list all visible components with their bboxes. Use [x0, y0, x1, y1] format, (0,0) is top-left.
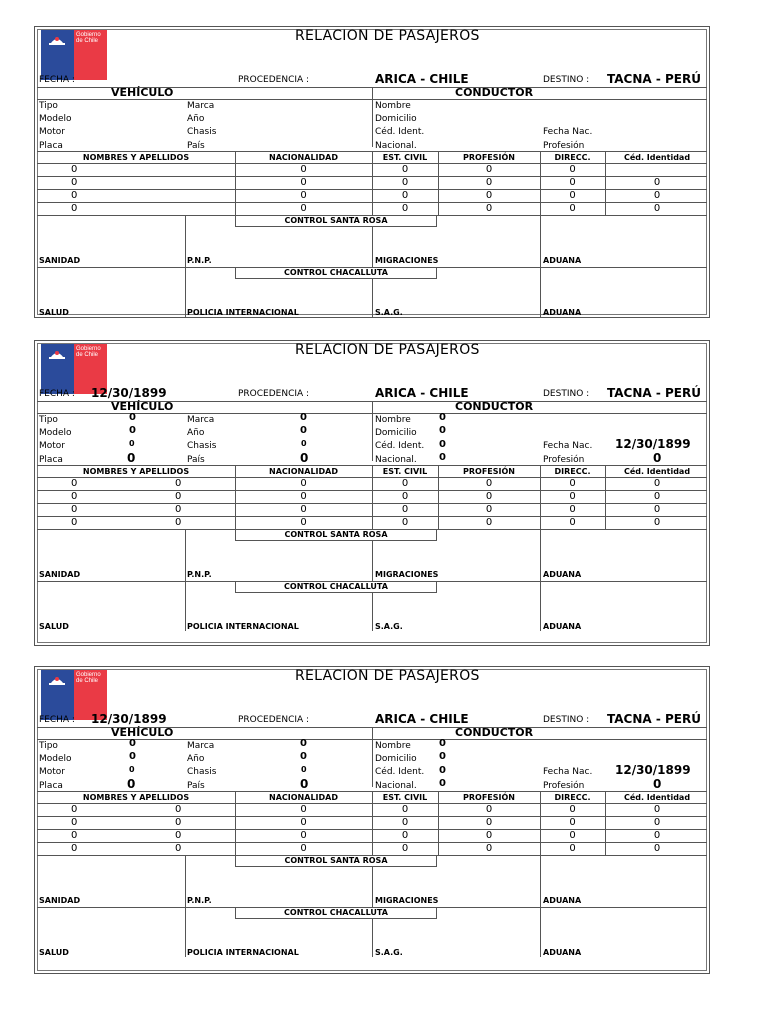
nombre-label: Nombre: [375, 415, 411, 425]
salud-label: SALUD: [39, 622, 69, 631]
cell-ced-identidad: 0: [653, 517, 661, 528]
marca-value: 0: [300, 738, 307, 749]
cell-ced-identidad: 0: [653, 804, 661, 815]
destino-value: TACNA - PERÚ: [607, 386, 701, 400]
passenger-form-3: [34, 666, 710, 974]
conductor-heading: CONDUCTOR: [455, 726, 534, 739]
col-header-nombres: NOMBRES Y APELLIDOS: [82, 467, 190, 476]
procedencia-label: PROCEDENCIA :: [238, 715, 310, 725]
cell-est-civil: 0: [401, 804, 409, 815]
motor-label: Motor: [39, 441, 66, 451]
pais-label: País: [187, 455, 205, 465]
cell-profesion: 0: [485, 491, 493, 502]
cell-profesion: 0: [485, 804, 493, 815]
cell-nombre: 0: [71, 517, 78, 528]
cell-nombre: 0: [71, 843, 78, 854]
domicilio-value: 0: [439, 425, 446, 436]
coat-of-arms-icon: [45, 673, 69, 687]
vehiculo-heading: VEHÍCULO: [111, 726, 174, 739]
aduana-label: ADUANA: [543, 896, 582, 905]
sanidad-label: SANIDAD: [39, 570, 81, 579]
col-header-nacionalidad: NACIONALIDAD: [269, 467, 338, 476]
cell-apellido: 0: [175, 517, 182, 528]
anio-label: Año: [187, 428, 205, 438]
cell-est-civil: 0: [401, 190, 409, 201]
policia-internacional-label: POLICIA INTERNACIONAL: [187, 622, 299, 631]
gobierno-de-chile-logo: [41, 30, 107, 80]
fecha-label: FECHA :: [39, 389, 75, 399]
domicilio-label: Domicilio: [375, 428, 417, 438]
marca-label: Marca: [187, 741, 215, 751]
nacional-value: 0: [439, 452, 446, 463]
cell-ced-identidad: 0: [653, 491, 661, 502]
cell-nacionalidad: 0: [300, 203, 307, 214]
cell-est-civil: 0: [401, 478, 409, 489]
sanidad-label: SANIDAD: [39, 896, 81, 905]
policia-internacional-label: POLICIA INTERNACIONAL: [187, 948, 299, 957]
cell-nombre: 0: [71, 478, 78, 489]
cell-direcc: 0: [569, 817, 576, 828]
marca-label: Marca: [187, 415, 215, 425]
cell-profesion: 0: [485, 478, 493, 489]
sag-label: S.A.G.: [375, 948, 403, 957]
cell-est-civil: 0: [401, 830, 409, 841]
pais-label: País: [187, 781, 205, 791]
cell-profesion: 0: [485, 190, 493, 201]
placa-value: 0: [127, 777, 136, 791]
migraciones-label: MIGRACIONES: [375, 570, 439, 579]
cell-direcc: 0: [569, 491, 576, 502]
cell-apellido: 0: [175, 491, 182, 502]
modelo-label: Modelo: [39, 754, 72, 764]
motor-value: 0: [129, 439, 135, 448]
cell-nombre: 0: [71, 804, 78, 815]
passenger-form-2: [34, 340, 710, 646]
col-header-nombres: NOMBRES Y APELLIDOS: [82, 153, 190, 162]
cell-direcc: 0: [569, 504, 576, 515]
col-header-profesion: PROFESIÓN: [463, 467, 515, 476]
cell-nombre: 0: [71, 817, 78, 828]
ced-ident-value: 0: [439, 765, 446, 776]
chasis-label: Chasis: [187, 127, 217, 137]
cell-direcc: 0: [569, 517, 576, 528]
motor-label: Motor: [39, 127, 66, 137]
col-header-nacionalidad: NACIONALIDAD: [269, 153, 338, 162]
cell-profesion: 0: [485, 830, 493, 841]
placa-value: 0: [127, 451, 136, 465]
nombre-value: 0: [439, 738, 446, 749]
cell-nombre: 0: [71, 190, 78, 201]
tipo-value: 0: [129, 738, 136, 749]
col-header-ced-identidad: Céd. Identidad: [623, 793, 691, 802]
chasis-label: Chasis: [187, 767, 217, 777]
aduana-2-label: ADUANA: [543, 308, 582, 317]
conductor-heading: CONDUCTOR: [455, 400, 534, 413]
anio-value: 0: [300, 751, 307, 762]
cell-profesion: 0: [485, 843, 493, 854]
fecha-label: FECHA :: [39, 75, 75, 85]
col-header-direcc: DIRECC.: [554, 467, 591, 476]
pnp-label: P.N.P.: [187, 256, 212, 265]
fecha-nac-value: 12/30/1899: [615, 763, 691, 777]
anio-label: Año: [187, 114, 205, 124]
pais-label: País: [187, 141, 205, 151]
control-chacalluta-label: CONTROL CHACALLUTA: [284, 908, 388, 917]
tipo-label: Tipo: [39, 101, 58, 111]
cell-direcc: 0: [569, 190, 576, 201]
salud-label: SALUD: [39, 308, 69, 317]
col-header-profesion: PROFESIÓN: [463, 793, 515, 802]
pais-value: 0: [300, 777, 309, 791]
col-header-nombres: NOMBRES Y APELLIDOS: [82, 793, 190, 802]
destino-label: DESTINO :: [543, 75, 590, 85]
vehiculo-heading: VEHÍCULO: [111, 400, 174, 413]
motor-value: 0: [129, 765, 135, 774]
migraciones-label: MIGRACIONES: [375, 256, 439, 265]
coat-of-arms-icon: [45, 33, 69, 47]
control-santa-rosa-label: CONTROL SANTA ROSA: [284, 856, 388, 865]
cell-nacionalidad: 0: [300, 504, 307, 515]
profesion-label: Profesión: [543, 455, 585, 465]
marca-label: Marca: [187, 101, 215, 111]
cell-ced-identidad: 0: [653, 190, 661, 201]
marca-value: 0: [300, 412, 307, 423]
sanidad-label: SANIDAD: [39, 256, 81, 265]
domicilio-value: 0: [439, 751, 446, 762]
policia-internacional-label: POLICIA INTERNACIONAL: [187, 308, 299, 317]
aduana-label: ADUANA: [543, 256, 582, 265]
cell-nombre: 0: [71, 504, 78, 515]
cell-ced-identidad: 0: [653, 817, 661, 828]
cell-apellido: 0: [175, 817, 182, 828]
profesion-value: 0: [653, 777, 662, 791]
modelo-value: 0: [129, 751, 136, 762]
nacional-value: 0: [439, 778, 446, 789]
cell-est-civil: 0: [401, 517, 409, 528]
pais-value: 0: [300, 451, 309, 465]
cell-est-civil: 0: [401, 843, 409, 854]
cell-direcc: 0: [569, 177, 576, 188]
cell-nombre: 0: [71, 491, 78, 502]
tipo-label: Tipo: [39, 741, 58, 751]
cell-est-civil: 0: [401, 817, 409, 828]
cell-nacionalidad: 0: [300, 817, 307, 828]
cell-nacionalidad: 0: [300, 177, 307, 188]
procedencia-value: ARICA - CHILE: [375, 72, 469, 86]
domicilio-label: Domicilio: [375, 754, 417, 764]
aduana-label: ADUANA: [543, 570, 582, 579]
form-title: RELACION DE PASAJEROS: [295, 28, 480, 44]
destino-value: TACNA - PERÚ: [607, 72, 701, 86]
col-header-nacionalidad: NACIONALIDAD: [269, 793, 338, 802]
cell-apellido: 0: [175, 830, 182, 841]
col-header-ced-identidad: Céd. Identidad: [623, 467, 691, 476]
chasis-value: 0: [301, 439, 307, 448]
nombre-value: 0: [439, 412, 446, 423]
placa-label: Placa: [39, 781, 63, 791]
cell-profesion: 0: [485, 164, 493, 175]
anio-value: 0: [300, 425, 307, 436]
fecha-nac-label: Fecha Nac.: [543, 767, 593, 777]
cell-ced-identidad: 0: [653, 843, 661, 854]
cell-direcc: 0: [569, 478, 576, 489]
procedencia-label: PROCEDENCIA :: [238, 389, 310, 399]
cell-ced-identidad: 0: [653, 504, 661, 515]
col-header-direcc: DIRECC.: [554, 793, 591, 802]
sag-label: S.A.G.: [375, 622, 403, 631]
cell-nacionalidad: 0: [300, 804, 307, 815]
cell-nacionalidad: 0: [300, 164, 307, 175]
cell-nombre: 0: [71, 830, 78, 841]
cell-direcc: 0: [569, 843, 576, 854]
nacional-label: Nacional.: [375, 141, 417, 151]
cell-direcc: 0: [569, 164, 576, 175]
cell-est-civil: 0: [401, 203, 409, 214]
cell-apellido: 0: [175, 843, 182, 854]
ced-ident-label: Céd. Ident.: [375, 441, 425, 451]
form-title: RELACION DE PASAJEROS: [295, 668, 480, 684]
salud-label: SALUD: [39, 948, 69, 957]
control-santa-rosa-label: CONTROL SANTA ROSA: [284, 216, 388, 225]
cell-nacionalidad: 0: [300, 478, 307, 489]
tipo-label: Tipo: [39, 415, 58, 425]
profesion-value: 0: [653, 451, 662, 465]
procedencia-value: ARICA - CHILE: [375, 712, 469, 726]
motor-label: Motor: [39, 767, 66, 777]
cell-profesion: 0: [485, 517, 493, 528]
fecha-label: FECHA :: [39, 715, 75, 725]
sag-label: S.A.G.: [375, 308, 403, 317]
cell-nacionalidad: 0: [300, 517, 307, 528]
cell-ced-identidad: 0: [653, 830, 661, 841]
destino-label: DESTINO :: [543, 715, 590, 725]
cell-nacionalidad: 0: [300, 830, 307, 841]
profesion-label: Profesión: [543, 141, 585, 151]
cell-est-civil: 0: [401, 491, 409, 502]
destino-label: DESTINO :: [543, 389, 590, 399]
cell-nombre: 0: [71, 203, 78, 214]
passenger-form-1: [34, 26, 710, 318]
fecha-nac-value: 12/30/1899: [615, 437, 691, 451]
nacional-label: Nacional.: [375, 781, 417, 791]
chasis-label: Chasis: [187, 441, 217, 451]
cell-nombre: 0: [71, 164, 78, 175]
ced-ident-value: 0: [439, 439, 446, 450]
col-header-direcc: DIRECC.: [554, 153, 591, 162]
cell-apellido: 0: [175, 478, 182, 489]
cell-est-civil: 0: [401, 177, 409, 188]
cell-profesion: 0: [485, 177, 493, 188]
ced-ident-label: Céd. Ident.: [375, 767, 425, 777]
cell-nacionalidad: 0: [300, 843, 307, 854]
cell-est-civil: 0: [401, 504, 409, 515]
form-title: RELACION DE PASAJEROS: [295, 342, 480, 358]
cell-profesion: 0: [485, 504, 493, 515]
pnp-label: P.N.P.: [187, 570, 212, 579]
placa-label: Placa: [39, 455, 63, 465]
fecha-nac-label: Fecha Nac.: [543, 441, 593, 451]
aduana-2-label: ADUANA: [543, 622, 582, 631]
placa-label: Placa: [39, 141, 63, 151]
destino-value: TACNA - PERÚ: [607, 712, 701, 726]
pnp-label: P.N.P.: [187, 896, 212, 905]
col-header-est-civil: EST. CIVIL: [382, 153, 428, 162]
control-chacalluta-label: CONTROL CHACALLUTA: [284, 582, 388, 591]
coat-of-arms-icon: [45, 347, 69, 361]
cell-apellido: 0: [175, 504, 182, 515]
modelo-value: 0: [129, 425, 136, 436]
col-header-profesion: PROFESIÓN: [463, 153, 515, 162]
procedencia-value: ARICA - CHILE: [375, 386, 469, 400]
cell-direcc: 0: [569, 804, 576, 815]
tipo-value: 0: [129, 412, 136, 423]
vehiculo-heading: VEHÍCULO: [111, 86, 174, 99]
cell-ced-identidad: 0: [653, 478, 661, 489]
logo-text: Gobierno de Chile: [76, 672, 101, 684]
nacional-label: Nacional.: [375, 455, 417, 465]
aduana-2-label: ADUANA: [543, 948, 582, 957]
col-header-ced-identidad: Céd. Identidad: [623, 153, 691, 162]
cell-nacionalidad: 0: [300, 190, 307, 201]
modelo-label: Modelo: [39, 428, 72, 438]
nombre-label: Nombre: [375, 741, 411, 751]
logo-text: Gobierno de Chile: [76, 346, 101, 358]
migraciones-label: MIGRACIONES: [375, 896, 439, 905]
cell-nombre: 0: [71, 177, 78, 188]
procedencia-label: PROCEDENCIA :: [238, 75, 310, 85]
cell-profesion: 0: [485, 817, 493, 828]
cell-ced-identidad: 0: [653, 203, 661, 214]
fecha-value: 12/30/1899: [91, 712, 167, 726]
nombre-label: Nombre: [375, 101, 411, 111]
anio-label: Año: [187, 754, 205, 764]
cell-direcc: 0: [569, 203, 576, 214]
col-header-est-civil: EST. CIVIL: [382, 793, 428, 802]
ced-ident-label: Céd. Ident.: [375, 127, 425, 137]
cell-apellido: 0: [175, 804, 182, 815]
control-chacalluta-label: CONTROL CHACALLUTA: [284, 268, 388, 277]
cell-est-civil: 0: [401, 164, 409, 175]
control-santa-rosa-label: CONTROL SANTA ROSA: [284, 530, 388, 539]
modelo-label: Modelo: [39, 114, 72, 124]
domicilio-label: Domicilio: [375, 114, 417, 124]
cell-nacionalidad: 0: [300, 491, 307, 502]
fecha-value: 12/30/1899: [91, 386, 167, 400]
profesion-label: Profesión: [543, 781, 585, 791]
col-header-est-civil: EST. CIVIL: [382, 467, 428, 476]
fecha-nac-label: Fecha Nac.: [543, 127, 593, 137]
cell-ced-identidad: 0: [653, 177, 661, 188]
chasis-value: 0: [301, 765, 307, 774]
conductor-heading: CONDUCTOR: [455, 86, 534, 99]
cell-profesion: 0: [485, 203, 493, 214]
cell-direcc: 0: [569, 830, 576, 841]
logo-text: Gobierno de Chile: [76, 32, 101, 44]
